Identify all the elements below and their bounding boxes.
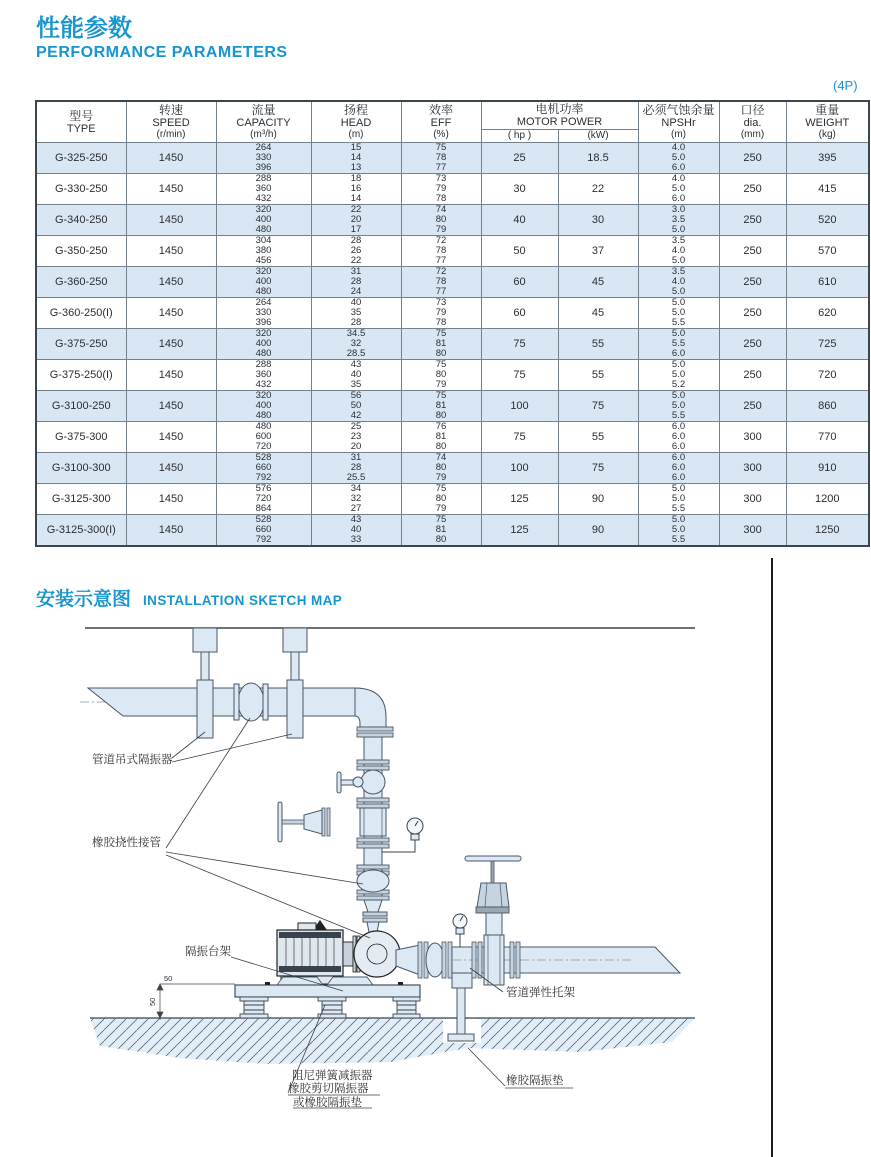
cell-capacity: 320 400 480 <box>216 267 311 298</box>
cell-type: G-325-250 <box>36 143 126 174</box>
cell-npshr: 5.0 5.0 5.5 <box>638 515 719 547</box>
cell-capacity: 288 360 432 <box>216 174 311 205</box>
pump-row-G-350-250 <box>36 236 869 267</box>
cell-eff: 75 78 77 <box>401 143 481 174</box>
coupling <box>343 942 353 966</box>
cell-head: 56 50 42 <box>311 391 401 422</box>
cell-dia: 250 <box>719 360 786 391</box>
side-gate-valve <box>278 802 386 842</box>
cell-dia: 250 <box>719 205 786 236</box>
cell-kw: 45 <box>558 298 638 329</box>
cell-hp: 25 <box>481 143 558 174</box>
performance-table <box>35 100 870 547</box>
cell-head: 15 14 13 <box>311 143 401 174</box>
label-isolator-option-1: 阻尼弹簧减振器 <box>292 1070 373 1082</box>
cell-dia: 300 <box>719 484 786 515</box>
cell-weight: 620 <box>786 298 869 329</box>
page-title-cn: 性能参数 <box>36 15 132 42</box>
cell-npshr: 3.5 4.0 5.0 <box>638 236 719 267</box>
cell-capacity: 320 400 480 <box>216 391 311 422</box>
cell-dia: 300 <box>719 453 786 484</box>
cell-kw: 90 <box>558 515 638 547</box>
cell-hp: 75 <box>481 360 558 391</box>
cell-capacity: 288 360 432 <box>216 360 311 391</box>
cell-kw: 55 <box>558 329 638 360</box>
cell-hp: 60 <box>481 298 558 329</box>
cell-kw: 75 <box>558 391 638 422</box>
cell-speed: 1450 <box>126 174 216 205</box>
cell-head: 31 28 25.5 <box>311 453 401 484</box>
cell-kw: 30 <box>558 205 638 236</box>
cell-weight: 610 <box>786 267 869 298</box>
cell-dia: 250 <box>719 143 786 174</box>
cell-capacity: 320 400 480 <box>216 329 311 360</box>
cell-eff: 72 78 77 <box>401 267 481 298</box>
cell-capacity: 528 660 792 <box>216 453 311 484</box>
cell-type: G-350-250 <box>36 236 126 267</box>
pump-row-G-375-300 <box>36 422 869 453</box>
cell-speed: 1450 <box>126 515 216 547</box>
cell-weight: 415 <box>786 174 869 205</box>
col-header-motor-power: 电机功率 MOTOR POWER <box>481 101 638 130</box>
cell-speed: 1450 <box>126 236 216 267</box>
cell-kw: 90 <box>558 484 638 515</box>
cell-type: G-3125-300(I) <box>36 515 126 547</box>
cell-hp: 50 <box>481 236 558 267</box>
dimension-marks <box>157 984 235 1020</box>
label-flex-connector: 橡胶挠性接管 <box>92 837 161 849</box>
cell-capacity: 264 330 396 <box>216 143 311 174</box>
cell-hp: 40 <box>481 205 558 236</box>
cell-weight: 720 <box>786 360 869 391</box>
cell-weight: 1250 <box>786 515 869 547</box>
cell-head: 22 20 17 <box>311 205 401 236</box>
cell-npshr: 3.0 3.5 5.0 <box>638 205 719 236</box>
cell-eff: 72 78 77 <box>401 236 481 267</box>
cell-capacity: 304 380 456 <box>216 236 311 267</box>
cell-npshr: 5.0 5.5 6.0 <box>638 329 719 360</box>
pole-config-tag: (4P) <box>833 78 858 93</box>
cell-weight: 570 <box>786 236 869 267</box>
dim-50-horizontal: 50 <box>164 974 173 983</box>
cell-eff: 75 81 80 <box>401 329 481 360</box>
cell-weight: 910 <box>786 453 869 484</box>
cell-weight: 395 <box>786 143 869 174</box>
cell-eff: 74 80 79 <box>401 453 481 484</box>
cell-hp: 100 <box>481 391 558 422</box>
cell-kw: 55 <box>558 422 638 453</box>
cell-speed: 1450 <box>126 360 216 391</box>
cell-head: 18 16 14 <box>311 174 401 205</box>
spring-isolators <box>240 997 420 1018</box>
cell-npshr: 5.0 5.0 5.5 <box>638 298 719 329</box>
cell-capacity: 320 400 480 <box>216 205 311 236</box>
cell-hp: 75 <box>481 329 558 360</box>
cell-npshr: 6.0 6.0 6.0 <box>638 422 719 453</box>
cell-eff: 73 79 78 <box>401 298 481 329</box>
cell-hp: 75 <box>481 422 558 453</box>
cell-npshr: 5.0 5.0 5.5 <box>638 391 719 422</box>
flexible-joint-discharge <box>426 943 444 977</box>
cell-eff: 73 79 78 <box>401 174 481 205</box>
col-header-capacity: 流量 CAPACITY (m³/h) <box>216 101 311 143</box>
col-header-dia: 口径 dia. (mm) <box>719 101 786 143</box>
col-header-npshr: 必须气蚀余量 NPSHr (m) <box>638 101 719 143</box>
cell-kw: 45 <box>558 267 638 298</box>
cell-type: G-360-250(I) <box>36 298 126 329</box>
pipe-hanger-1 <box>193 628 217 738</box>
installation-sketch <box>60 612 710 1112</box>
cell-head: 43 40 33 <box>311 515 401 547</box>
cell-speed: 1450 <box>126 391 216 422</box>
cell-eff: 76 81 80 <box>401 422 481 453</box>
cell-head: 40 35 28 <box>311 298 401 329</box>
cell-dia: 250 <box>719 329 786 360</box>
cell-npshr: 4.0 5.0 6.0 <box>638 143 719 174</box>
pump-casing <box>354 931 400 977</box>
cell-weight: 770 <box>786 422 869 453</box>
foundation-ground <box>90 1018 695 1064</box>
cell-eff: 74 80 79 <box>401 205 481 236</box>
cell-hp: 60 <box>481 267 558 298</box>
cell-capacity: 264 330 396 <box>216 298 311 329</box>
cell-head: 25 23 20 <box>311 422 401 453</box>
cell-head: 43 40 35 <box>311 360 401 391</box>
pump-unit <box>277 920 400 984</box>
cell-npshr: 6.0 6.0 6.0 <box>638 453 719 484</box>
cell-head: 34.5 32 28.5 <box>311 329 401 360</box>
cell-speed: 1450 <box>126 267 216 298</box>
cell-speed: 1450 <box>126 298 216 329</box>
pump-row-G-340-250 <box>36 205 869 236</box>
cell-kw: 22 <box>558 174 638 205</box>
col-header-eff: 效率 EFF (%) <box>401 101 481 143</box>
cell-npshr: 5.0 5.0 5.5 <box>638 484 719 515</box>
cell-eff: 75 80 79 <box>401 360 481 391</box>
pump-row-G-3100-250 <box>36 391 869 422</box>
cell-dia: 300 <box>719 515 786 547</box>
cell-type: G-375-250 <box>36 329 126 360</box>
label-isolation-stand: 隔振台架 <box>185 946 231 958</box>
cell-dia: 250 <box>719 391 786 422</box>
pressure-gauge-discharge <box>453 914 467 947</box>
cell-head: 31 28 24 <box>311 267 401 298</box>
performance-table-wrap <box>35 100 868 547</box>
section-title-en: INSTALLATION SKETCH MAP <box>143 593 343 608</box>
pump-row-G-330-250 <box>36 174 869 205</box>
label-isolator-option-2: 橡胶剪切隔振器 <box>288 1083 369 1095</box>
dim-50-vertical: 50 <box>148 997 157 1006</box>
page-divider-line <box>771 558 773 1157</box>
cell-weight: 725 <box>786 329 869 360</box>
label-isolator-option-3: 或橡胶隔振垫 <box>293 1097 362 1109</box>
cell-dia: 250 <box>719 174 786 205</box>
cell-type: G-330-250 <box>36 174 126 205</box>
pump-row-G-375-250 <box>36 329 869 360</box>
cell-type: G-3125-300 <box>36 484 126 515</box>
label-pipe-support: 管道弹性托架 <box>506 987 575 999</box>
cell-hp: 125 <box>481 484 558 515</box>
cell-eff: 75 80 79 <box>401 484 481 515</box>
page-title-en: PERFORMANCE PARAMETERS <box>36 44 288 61</box>
pipe-elbow <box>355 688 386 727</box>
cell-hp: 125 <box>481 515 558 547</box>
cell-npshr: 3.5 4.0 5.0 <box>638 267 719 298</box>
cell-speed: 1450 <box>126 453 216 484</box>
cell-type: G-3100-300 <box>36 453 126 484</box>
discharge-cone <box>396 945 420 975</box>
cell-capacity: 528 660 792 <box>216 515 311 547</box>
cell-speed: 1450 <box>126 143 216 174</box>
col-header-motor-hp: ( hp ) <box>481 130 558 143</box>
pipe-hanger-2 <box>283 628 307 738</box>
cell-speed: 1450 <box>126 205 216 236</box>
pump-row-G-3100-300 <box>36 453 869 484</box>
cell-eff: 75 81 80 <box>401 515 481 547</box>
installation-section-heading <box>36 584 342 611</box>
col-header-type: 型号 TYPE <box>36 101 126 143</box>
cell-capacity: 576 720 864 <box>216 484 311 515</box>
cell-weight: 1200 <box>786 484 869 515</box>
cell-head: 28 26 22 <box>311 236 401 267</box>
pump-row-G-360-250(I) <box>36 298 869 329</box>
cell-type: G-360-250 <box>36 267 126 298</box>
flexible-joint-suction <box>234 683 268 721</box>
cell-dia: 300 <box>719 422 786 453</box>
cell-kw: 75 <box>558 453 638 484</box>
balance-valve <box>337 770 385 794</box>
cell-kw: 18.5 <box>558 143 638 174</box>
pump-row-G-360-250 <box>36 267 869 298</box>
cell-kw: 55 <box>558 360 638 391</box>
cell-hp: 100 <box>481 453 558 484</box>
cell-speed: 1450 <box>126 422 216 453</box>
cell-capacity: 480 600 720 <box>216 422 311 453</box>
cell-type: G-340-250 <box>36 205 126 236</box>
col-header-speed: 转速 SPEED (r/min) <box>126 101 216 143</box>
cell-dia: 250 <box>719 267 786 298</box>
cell-dia: 250 <box>719 298 786 329</box>
label-pipe-hanger: 管道吊式隔振器 <box>92 754 173 766</box>
cell-weight: 520 <box>786 205 869 236</box>
cell-dia: 250 <box>719 236 786 267</box>
pump-row-G-325-250 <box>36 143 869 174</box>
cell-eff: 75 81 80 <box>401 391 481 422</box>
col-header-motor-kw: (kW) <box>558 130 638 143</box>
flexible-joint-vertical <box>357 870 389 892</box>
cell-speed: 1450 <box>126 484 216 515</box>
pump-row-G-3125-300 <box>36 484 869 515</box>
cell-hp: 30 <box>481 174 558 205</box>
pump-row-G-375-250(I) <box>36 360 869 391</box>
cell-npshr: 4.0 5.0 6.0 <box>638 174 719 205</box>
section-title-cn: 安装示意图 <box>36 589 132 610</box>
cell-npshr: 5.0 5.0 5.2 <box>638 360 719 391</box>
suction-pipe <box>88 688 355 716</box>
cell-type: G-3100-250 <box>36 391 126 422</box>
cell-head: 34 32 27 <box>311 484 401 515</box>
col-header-head: 扬程 HEAD (m) <box>311 101 401 143</box>
cell-weight: 860 <box>786 391 869 422</box>
cell-speed: 1450 <box>126 329 216 360</box>
cell-type: G-375-300 <box>36 422 126 453</box>
col-header-weight: 重量 WEIGHT (kg) <box>786 101 869 143</box>
cell-kw: 37 <box>558 236 638 267</box>
pump-row-G-3125-300(I) <box>36 515 869 547</box>
label-rubber-pad: 橡胶隔振垫 <box>506 1075 564 1087</box>
cell-type: G-375-250(I) <box>36 360 126 391</box>
